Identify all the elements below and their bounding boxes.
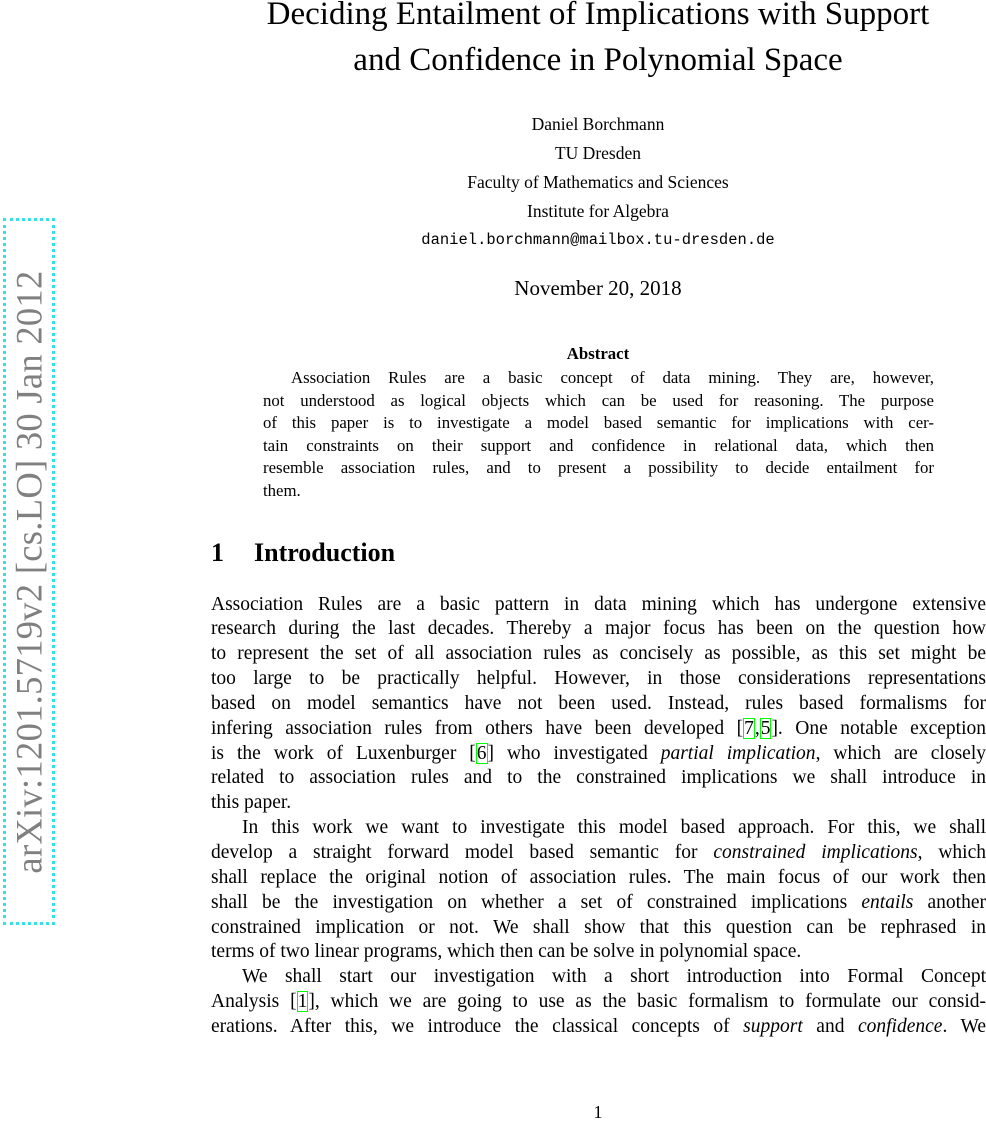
text-line bbox=[211, 666, 986, 691]
text-segment: shall be the investigation on whether a set of constrained implications bbox=[211, 891, 862, 913]
text-line bbox=[211, 641, 986, 666]
text-line bbox=[263, 367, 934, 389]
citation-link[interactable]: 1 bbox=[297, 991, 308, 1013]
text-segment: constrained implication or not. We shall show that this question can be rephrased in bbox=[211, 916, 986, 938]
text-line bbox=[211, 890, 986, 915]
text-segment: another bbox=[913, 891, 986, 913]
text-segment: Association Rules are a basic concept of data mining. They are, however, bbox=[291, 368, 934, 387]
section-title: Introduction bbox=[254, 538, 396, 567]
text-segment: ]. One notable exception bbox=[771, 717, 986, 739]
text-segment: , which are closely bbox=[815, 742, 986, 764]
arxiv-stamp bbox=[3, 218, 55, 925]
text-segment: ], which we are going to use as the basic formalism to formulate our consid- bbox=[308, 991, 986, 1013]
section-heading bbox=[211, 538, 395, 568]
text-line bbox=[211, 592, 986, 617]
text-segment: terms of two linear programs, which then can be solve in polynomial space. bbox=[211, 941, 802, 963]
text-line bbox=[211, 840, 986, 865]
emphasis-text: constrained implications bbox=[713, 842, 918, 863]
text-line bbox=[211, 939, 986, 964]
text-line bbox=[211, 964, 986, 989]
author-name: Daniel Borchmann bbox=[531, 114, 665, 134]
paper-title-line-2: and Confidence in Polynomial Space bbox=[353, 42, 843, 78]
text-segment: Association Rules are a basic pattern in data mining which has undergone extensive bbox=[211, 593, 986, 615]
emphasis-text: support bbox=[743, 1015, 803, 1037]
text-segment: them. bbox=[263, 481, 301, 500]
paper-date: November 20, 2018 bbox=[514, 276, 682, 300]
text-line bbox=[263, 480, 934, 502]
text-segment: , which bbox=[917, 842, 986, 863]
author-email: daniel.borchmann@mailbox.tu-dresden.de bbox=[421, 231, 775, 249]
text-line bbox=[263, 412, 934, 434]
text-segment: ] who investigated bbox=[487, 742, 661, 764]
text-segment: is the work of Luxenburger [ bbox=[211, 742, 476, 764]
section-number: 1 bbox=[211, 538, 224, 567]
text-segment: tain constraints on their support and confidence in relational data, which then bbox=[263, 435, 934, 455]
emphasis-text: partial implication bbox=[660, 742, 816, 764]
text-segment: and bbox=[802, 1015, 858, 1037]
author-affiliation-institute: Institute for Algebra bbox=[527, 201, 669, 221]
text-line bbox=[263, 457, 934, 479]
text-line bbox=[211, 741, 986, 766]
text-segment: infering association rules from others have been developed [ bbox=[211, 717, 744, 739]
author-affiliation-university: TU Dresden bbox=[554, 143, 641, 163]
emphasis-text: confidence bbox=[857, 1015, 943, 1037]
text-line bbox=[211, 915, 986, 940]
paper-title-line-1: Deciding Entailment of Implications with Support bbox=[266, 0, 930, 32]
emphasis-text: entails bbox=[861, 891, 914, 913]
text-line bbox=[211, 989, 986, 1014]
text-line bbox=[211, 815, 986, 840]
text-line bbox=[211, 865, 986, 890]
text-line bbox=[211, 765, 986, 790]
text-line bbox=[263, 390, 934, 412]
text-segment: erations. After this, we introduce the classical concepts of bbox=[211, 1015, 744, 1037]
text-segment: resemble association rules, and to present a possibility to decide entailment for bbox=[263, 458, 934, 478]
text-line bbox=[211, 1014, 986, 1039]
text-segment: research during the last decades. Thereby a major focus has been on the question how bbox=[211, 618, 986, 640]
text-line bbox=[211, 691, 986, 716]
page-number: 1 bbox=[593, 1102, 603, 1122]
text-segment: of this paper is to investigate a model based semantic for implications with cer- bbox=[263, 413, 934, 433]
text-segment: not understood as logical objects which can be used for reasoning. The purpose bbox=[263, 390, 934, 410]
text-segment: this paper. bbox=[211, 792, 292, 814]
citation-link[interactable]: 5 bbox=[760, 717, 771, 739]
text-segment: too large to be practically helpful. However, in those considerations representations bbox=[211, 668, 986, 690]
text-line bbox=[211, 616, 986, 641]
text-line bbox=[211, 790, 986, 815]
text-line bbox=[263, 435, 934, 457]
text-segment: shall replace the original notion of association rules. The main focus of our work then bbox=[211, 866, 986, 888]
text-segment: , bbox=[754, 717, 760, 739]
abstract-heading: Abstract bbox=[566, 344, 630, 363]
text-segment: We shall start our investigation with a short introduction into Formal Concept bbox=[242, 966, 986, 988]
arxiv-identifier: arXiv:1201.5719v2 [cs.LO] 30 Jan 2012 bbox=[8, 269, 50, 874]
author-affiliation-faculty: Faculty of Mathematics and Sciences bbox=[467, 172, 729, 192]
text-segment: develop a straight forward model based semantic for bbox=[211, 842, 714, 863]
citation-link[interactable]: 6 bbox=[476, 742, 487, 764]
text-segment: Analysis [ bbox=[211, 991, 297, 1013]
text-segment: related to association rules and to the constrained implications we shall introduce in bbox=[211, 767, 986, 789]
citation-link[interactable]: 7 bbox=[744, 717, 754, 739]
text-segment: . We bbox=[942, 1015, 986, 1037]
text-segment: based on model semantics have not been used. Instead, rules based formalisms for bbox=[211, 692, 986, 714]
text-segment: In this work we want to investigate this model based approach. For this, we shall bbox=[242, 817, 986, 839]
text-line bbox=[211, 716, 986, 741]
text-segment: to represent the set of all association rules as concisely as possible, as this set might be bbox=[211, 643, 986, 665]
